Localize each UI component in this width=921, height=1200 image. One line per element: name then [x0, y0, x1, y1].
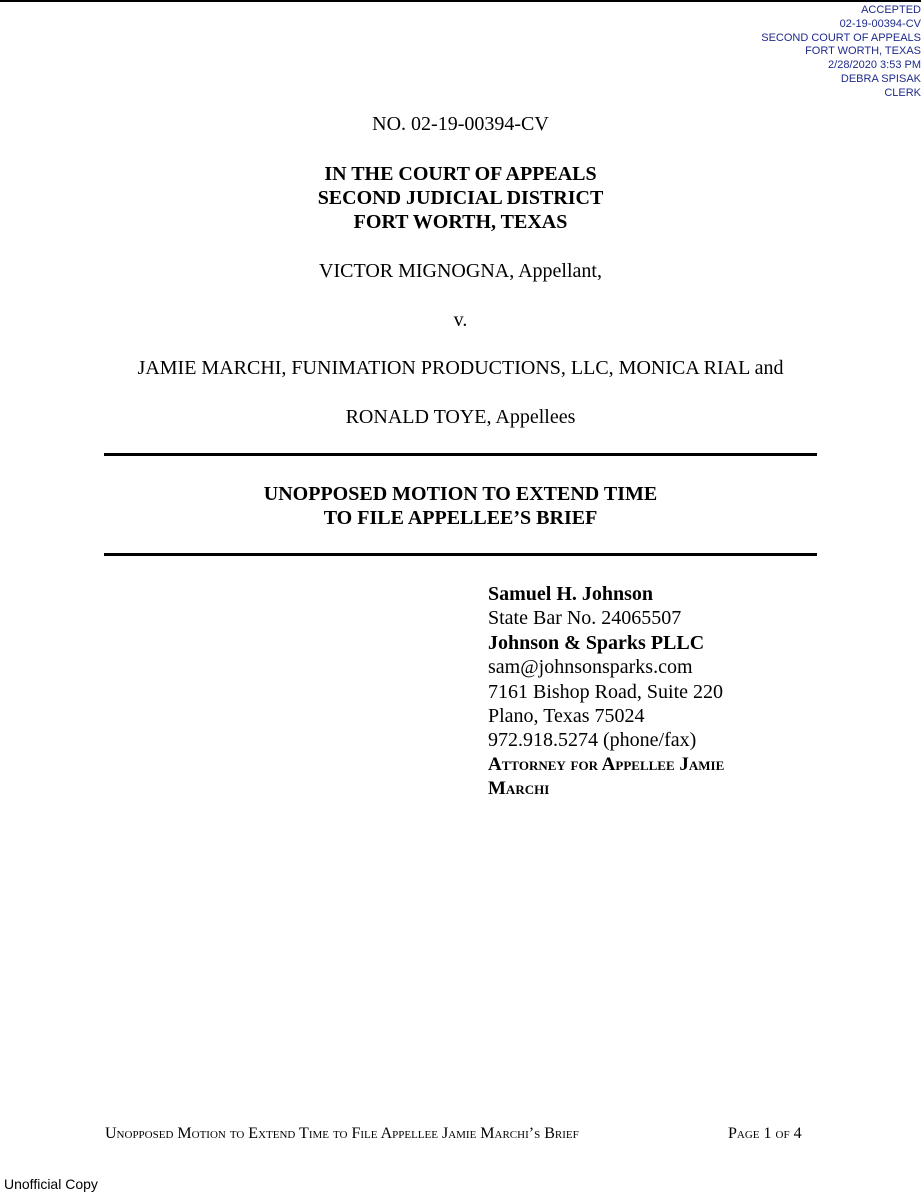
divider-bottom — [104, 553, 817, 556]
stamp-clerk-name: DEBRA SPISAK — [840, 72, 921, 85]
attorney-name: Samuel H. Johnson — [488, 583, 654, 605]
phone-fax: 972.918.5274 (phone/fax) — [488, 729, 697, 752]
attorney-role-line-1: Attorney for Appellee Jamie — [488, 753, 725, 775]
footer-document-title: Unopposed Motion to Extend Time to File Appellee Jamie Marchi’s Brief — [105, 1125, 579, 1142]
stamp-case-number: 02-19-00394-CV — [839, 17, 921, 30]
stamp-accepted: ACCEPTED — [861, 4, 921, 16]
case-number: NO. 02-19-00394-CV — [372, 113, 549, 135]
court-line-3: FORT WORTH, TEXAS — [353, 211, 568, 233]
footer-page-number: Page 1 of 4 — [728, 1125, 802, 1142]
attorney-role-line-2: Marchi — [488, 778, 550, 800]
filing-stamp — [681, 4, 921, 101]
attorney-email: sam@johnsonsparks.com — [488, 656, 693, 679]
appellees-line-1: JAMIE MARCHI, FUNIMATION PRODUCTIONS, LLC, MONICA RIAL and — [137, 357, 784, 379]
motion-title-line-1: UNOPPOSED MOTION TO EXTEND TIME — [263, 483, 658, 505]
stamp-clerk-title: CLERK — [884, 86, 921, 99]
firm-name: Johnson & Sparks PLLC — [488, 631, 705, 654]
court-line-1: IN THE COURT OF APPEALS — [324, 163, 597, 185]
stamp-court: SECOND COURT OF APPEALS — [761, 31, 921, 44]
court-line-2: SECOND JUDICIAL DISTRICT — [317, 187, 604, 209]
bar-number: State Bar No. 24065507 — [488, 607, 682, 630]
motion-title-line-2: TO FILE APPELLEE’S BRIEF — [323, 507, 598, 529]
versus: v. — [453, 309, 468, 331]
signature-block — [488, 582, 908, 802]
address-city: Plano, Texas 75024 — [488, 705, 645, 728]
appellant: VICTOR MIGNOGNA, Appellant, — [319, 260, 602, 282]
divider-top — [104, 453, 817, 456]
address-street: 7161 Bishop Road, Suite 220 — [488, 680, 724, 703]
unofficial-copy-label: Unofficial Copy — [4, 1176, 98, 1192]
appellees-line-2: RONALD TOYE, Appellees — [345, 406, 576, 428]
stamp-city: FORT WORTH, TEXAS — [805, 45, 921, 58]
page-top-border — [0, 0, 921, 2]
stamp-datetime: 2/28/2020 3:53 PM — [828, 59, 921, 72]
